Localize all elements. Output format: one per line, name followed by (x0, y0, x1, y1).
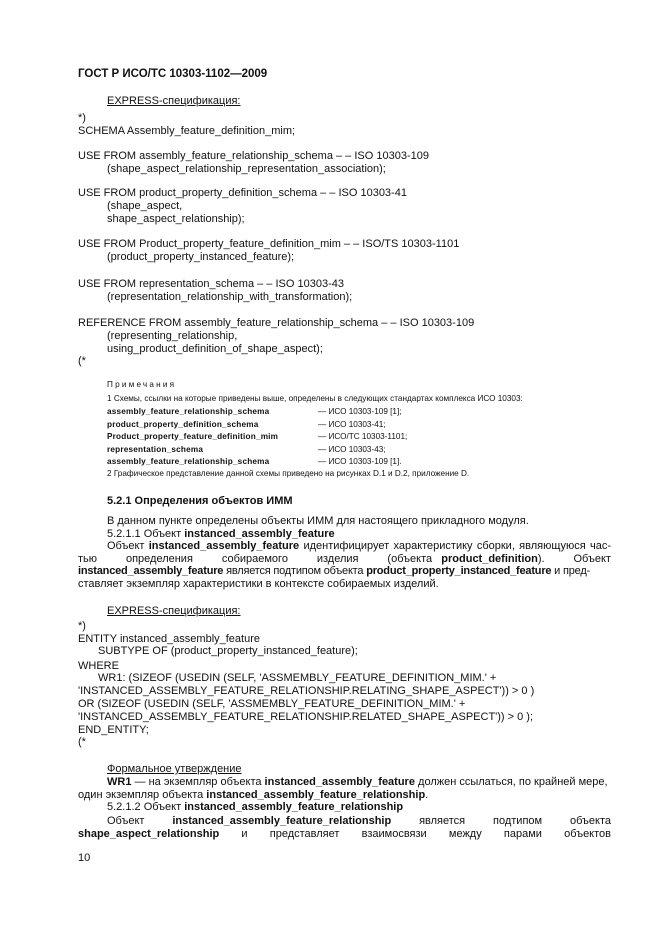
paragraph-line: один экземпляр объекта instanced_assembly_feature_relationship. (78, 789, 429, 801)
notes-title: Примечания (107, 380, 177, 389)
note-ref-schema: Product_property_feature_definition_mim (107, 432, 279, 441)
code-line: SCHEMA Assembly_feature_definition_mim; (78, 125, 296, 137)
code-line: SUBTYPE OF (product_property_instanced_feature); (98, 645, 358, 657)
code-line: (product_property_instanced_feature); (107, 251, 295, 263)
code-line: OR (SIZEOF (USEDIN (SELF, 'ASSMEMBLY_FEATURE_DEFINITION_MIM.' + (78, 698, 466, 710)
express-label: EXPRESS-спецификация: (107, 95, 241, 107)
running-header: ГОСТ Р ИСО/ТС 10303-1102—2009 (78, 68, 268, 80)
note-ref-schema: assembly_feature_relationship_schema (107, 407, 270, 416)
code-line: 'INSTANCED_ASSEMBLY_FEATURE_RELATIONSHIP.RELATED_SHAPE_ASPECT')) > 0 ); (78, 711, 534, 723)
note-ref-standard: — ИСО/ТС 10303-1101; (318, 432, 408, 441)
code-line: (shape_aspect_relationship_representation_association); (107, 163, 386, 175)
code-line: USE FROM assembly_feature_relationship_schema – – ISO 10303-109 (78, 150, 429, 162)
express-label: EXPRESS-спецификация: (107, 605, 241, 617)
paragraph-line: ставляет экземпляр характеристики в контексте собираемых изделий. (78, 578, 439, 590)
code-line: USE FROM Product_property_feature_definition_mim – – ISO/TS 10303-1101 (78, 238, 460, 250)
note-2: 2 Графическое представление данной схемы приведено на рисунках D.1 и D.2, приложение D. (107, 469, 470, 478)
formal-label: Формальное утверждение (107, 763, 242, 775)
code-line: (* (78, 736, 86, 748)
paragraph-line: WR1 — на экземпляр объекта instanced_assembly_feature должен ссылаться, по крайней мере, (107, 776, 608, 788)
code-line: USE FROM representation_schema – – ISO 10303-43 (78, 278, 344, 290)
note-ref-schema: assembly_feature_relationship_schema (107, 457, 270, 466)
paragraph-line: shape_aspect_relationship и представляет взаимосвязи между парами объектов (78, 828, 611, 840)
code-line: *) (78, 112, 86, 124)
code-line: (shape_aspect, (107, 200, 183, 212)
code-line: WR1: (SIZEOF (USEDIN (SELF, 'ASSMEMBLY_FEATURE_DEFINITION_MIM.' + (98, 672, 497, 684)
note-ref-schema: product_property_definition_schema (107, 420, 259, 429)
code-line: shape_aspect_relationship); (107, 213, 245, 225)
subsection-heading: 5.2.1.1 Объект instanced_assembly_feature (107, 528, 335, 540)
page-number: 10 (78, 852, 91, 864)
code-line: *) (78, 620, 86, 632)
code-line: using_product_definition_of_shape_aspect); (107, 343, 323, 355)
section-heading: 5.2.1 Определения объектов ИММ (107, 495, 293, 507)
code-line: USE FROM product_property_definition_schema – – ISO 10303-41 (78, 187, 407, 199)
code-line: ENTITY instanced_assembly_feature (78, 633, 260, 645)
code-line: 'INSTANCED_ASSEMBLY_FEATURE_RELATIONSHIP.RELATING_SHAPE_ASPECT')) > 0 ) (78, 685, 535, 697)
paragraph-line: instanced_assembly_feature является подтипом объекта product_property_instanced_feature и пред- (78, 565, 591, 577)
section-intro: В данном пункте определены объекты ИММ для настоящего прикладного модуля. (107, 515, 529, 527)
paragraph-line: Объект instanced_assembly_feature_relationship является подтипом объекта (107, 815, 611, 827)
note-ref-schema: representation_schema (107, 445, 204, 454)
code-line: (representation_relationship_with_transformation); (107, 291, 353, 303)
code-line: REFERENCE FROM assembly_feature_relationship_schema – – ISO 10303-109 (78, 317, 475, 329)
note-ref-standard: — ИСО 10303-43; (318, 445, 386, 454)
note-1: 1 Схемы, ссылки на которые приведены выше, определены в следующих стандартах комплекса ИСО 10303: (107, 394, 523, 403)
paragraph-line: тью определения собираемого изделия (объекта product_definition). Объект (78, 553, 611, 565)
code-line: (representing_relationship, (107, 330, 238, 342)
note-ref-standard: — ИСО 10303-109 [1]; (318, 407, 402, 416)
code-line: (* (78, 355, 86, 367)
code-line: WHERE (78, 660, 119, 672)
note-ref-standard: — ИСО 10303-41; (318, 420, 386, 429)
subsection-heading: 5.2.1.2 Объект instanced_assembly_feature_relationship (107, 801, 404, 813)
code-line: END_ENTITY; (78, 724, 149, 736)
paragraph-line: Объект instanced_assembly_feature идентифицирует характеристику сборки, являющуюся час- (107, 540, 612, 552)
note-ref-standard: — ИСО 10303-109 [1]. (318, 457, 402, 466)
